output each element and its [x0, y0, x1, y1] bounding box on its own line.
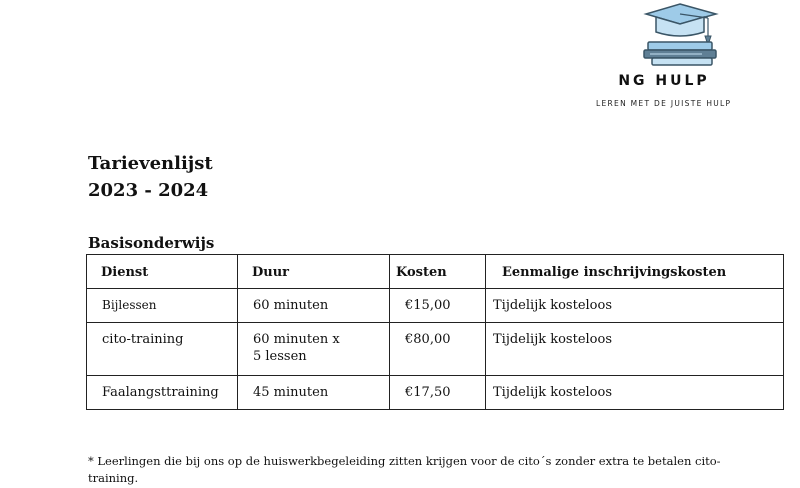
cell-dienst: cito-training [87, 323, 238, 376]
section-title: Basisonderwijs [88, 234, 215, 252]
table-header-row [87, 255, 784, 289]
header-kosten: Kosten [390, 255, 486, 289]
cell-inschrijving: Tijdelijk kosteloos [486, 323, 784, 376]
footnote: * Leerlingen die bij ons op de huiswerkbegeleiding zitten krijgen voor de cito´s zonder extra te betalen cito-training. [88, 454, 721, 485]
table-row [87, 376, 784, 410]
cell-kosten: €17,50 [390, 376, 486, 410]
document-title [88, 150, 213, 204]
cell-dienst: Faalangsttraining [87, 376, 238, 410]
cell-kosten: €15,00 [390, 289, 486, 323]
logo [594, 0, 774, 112]
brand-name: NG HULP [618, 73, 710, 89]
table-row [87, 323, 784, 376]
header-dienst: Dienst [87, 255, 238, 289]
cell-duur: 60 minuten x 5 lessen [238, 323, 390, 376]
title-line-1: Tarievenlijst [88, 153, 213, 174]
cell-duur: 45 minuten [238, 376, 390, 410]
cell-duur: 60 minuten [238, 289, 390, 323]
brand-tagline: LEREN MET DE JUISTE HULP [596, 99, 732, 108]
table-row [87, 289, 784, 323]
cell-inschrijving: Tijdelijk kosteloos [486, 376, 784, 410]
cell-dienst: Bijlessen [87, 289, 238, 323]
price-table [86, 254, 784, 410]
graduation-cap-on-books-icon [642, 2, 720, 68]
title-line-2: 2023 - 2024 [88, 180, 209, 201]
header-inschrijvingskosten: Eenmalige inschrijvingskosten [486, 255, 784, 289]
cell-inschrijving: Tijdelijk kosteloos [486, 289, 784, 323]
cell-kosten: €80,00 [390, 323, 486, 376]
header-duur: Duur [238, 255, 390, 289]
